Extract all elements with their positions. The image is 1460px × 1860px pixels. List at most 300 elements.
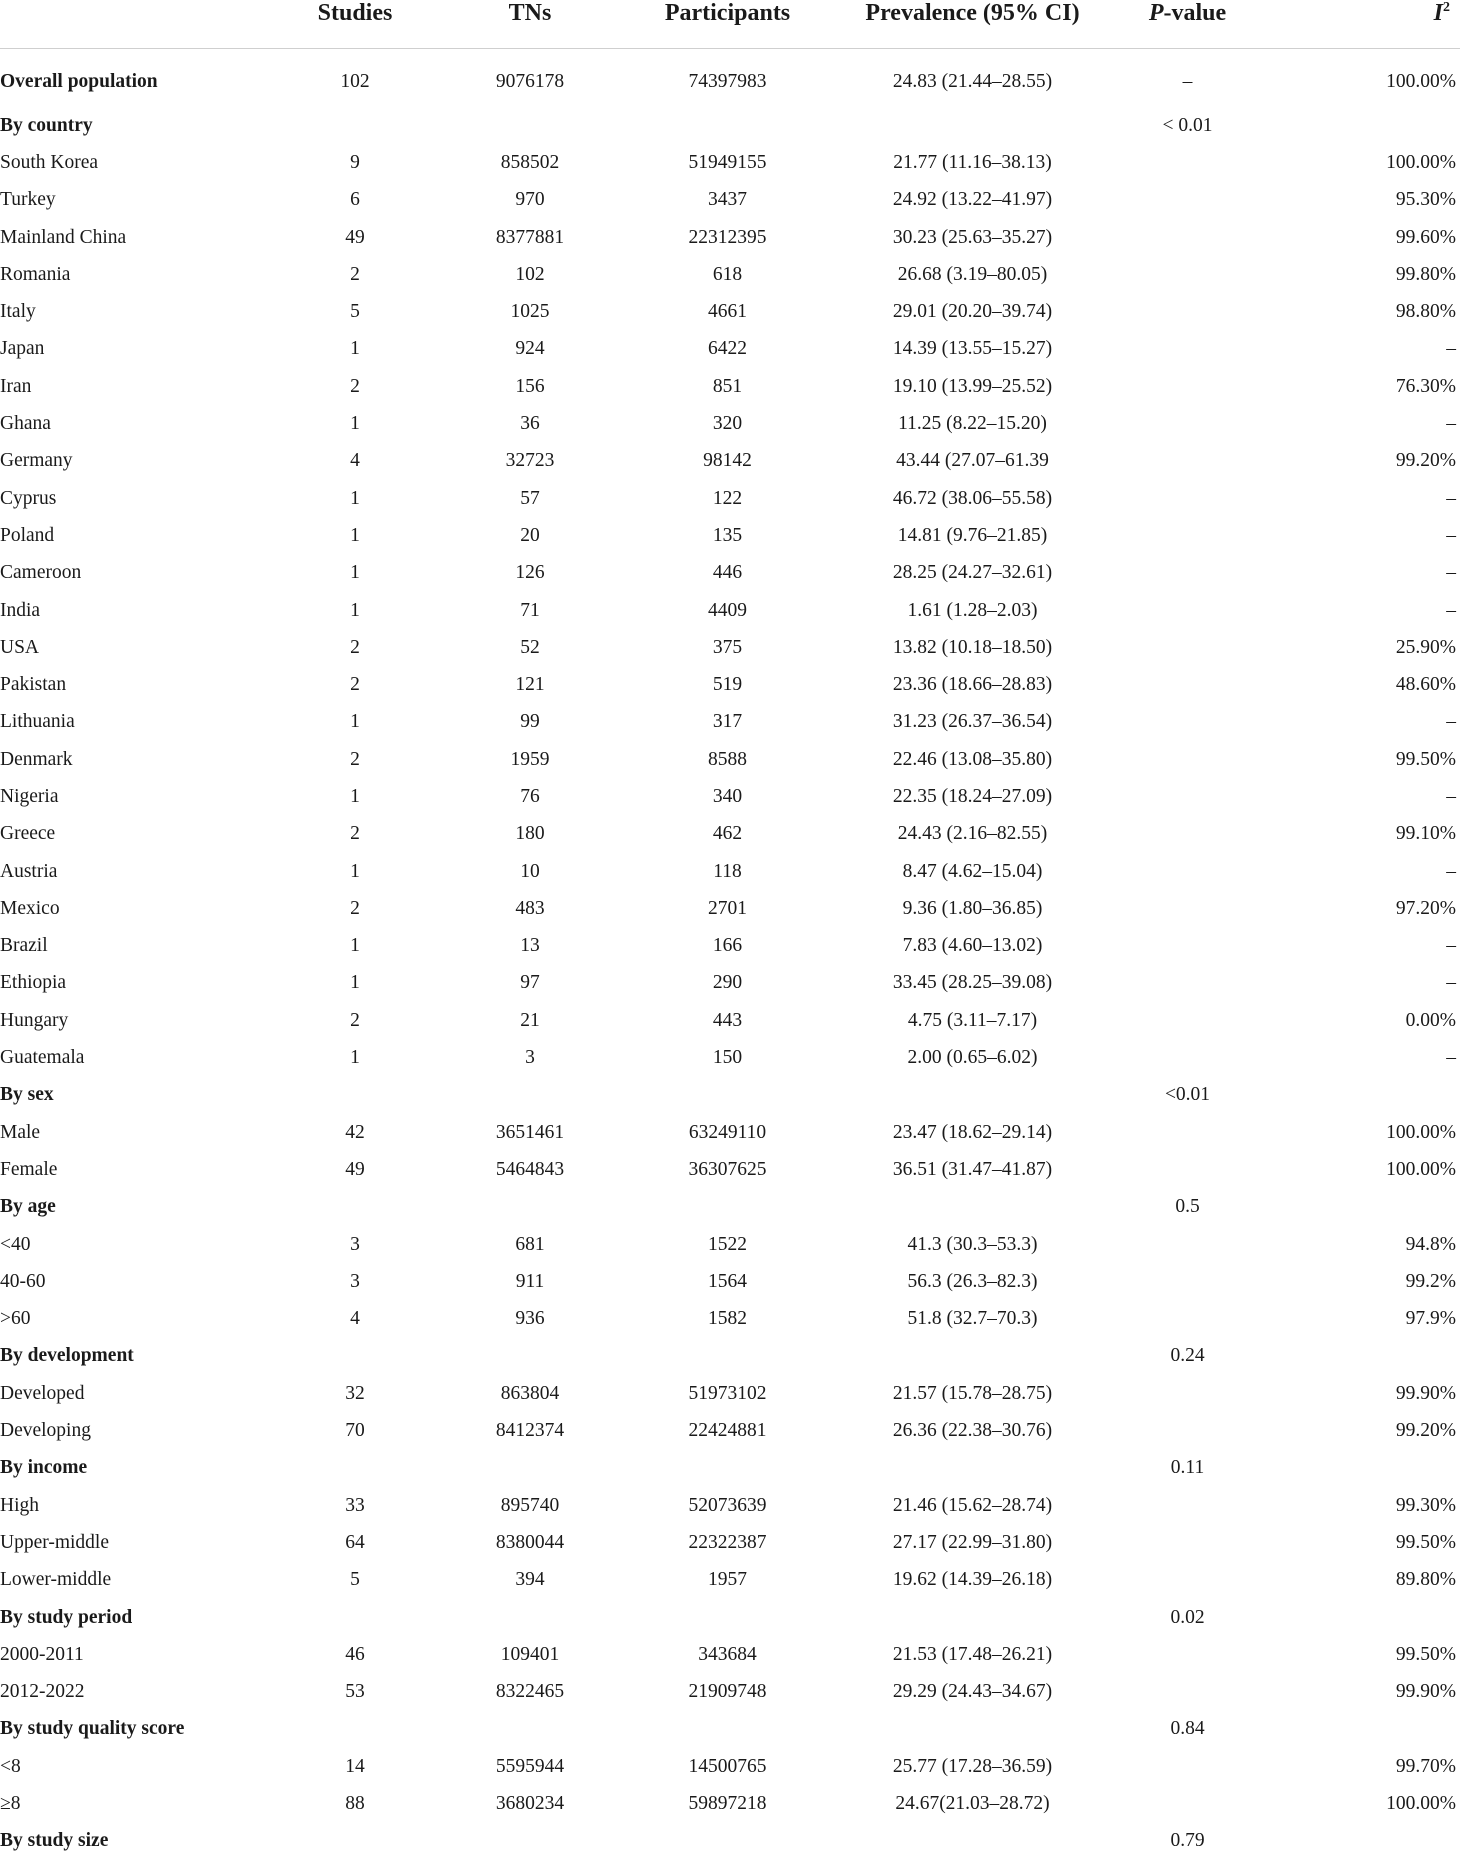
header-prevalence: Prevalence (95% CI) xyxy=(845,0,1100,49)
cell-prevalence: 1.61 (1.28–2.03) xyxy=(907,599,1038,621)
cell-prevalence: 23.36 (18.66–28.83) xyxy=(892,674,1053,696)
table-row xyxy=(0,256,1460,293)
table-row xyxy=(0,778,1460,815)
cell-label: Cameroon xyxy=(0,562,82,584)
cell-studies: 14 xyxy=(345,1755,365,1777)
cell-studies: 6 xyxy=(350,189,360,211)
cell-tns: 121 xyxy=(515,674,545,696)
cell-label: Pakistan xyxy=(0,674,67,696)
cell-studies xyxy=(260,1599,450,1636)
cell-tns xyxy=(450,1189,610,1226)
cell-tns: 483 xyxy=(515,897,545,919)
table-row xyxy=(0,1039,1460,1076)
cell-label: Developed xyxy=(0,1382,85,1404)
cell-participants: 851 xyxy=(712,375,743,397)
cell-studies: 2 xyxy=(350,263,360,285)
cell-tns: 57 xyxy=(520,487,540,509)
cell-participants: 462 xyxy=(712,823,743,845)
cell-tns: 52 xyxy=(520,636,540,658)
table-row xyxy=(0,368,1460,405)
cell-pvalue xyxy=(1100,666,1275,703)
table-row xyxy=(0,144,1460,181)
cell-prevalence xyxy=(845,1077,1100,1114)
cell-studies xyxy=(260,107,450,144)
cell-i2: 0.00% xyxy=(1405,1009,1456,1031)
cell-prevalence: 56.3 (26.3–82.3) xyxy=(907,1270,1038,1292)
cell-prevalence xyxy=(845,1450,1100,1487)
cell-i2: 99.90% xyxy=(1395,1681,1456,1703)
cell-prevalence: 51.8 (32.7–70.3) xyxy=(907,1308,1038,1330)
cell-pvalue: < 0.01 xyxy=(1162,114,1213,136)
cell-label: By study period xyxy=(0,1606,133,1628)
cell-pvalue xyxy=(1100,1412,1275,1449)
cell-i2 xyxy=(1275,1599,1460,1636)
table-body xyxy=(0,49,1460,1860)
table-row xyxy=(0,704,1460,741)
cell-i2: – xyxy=(1446,562,1456,584)
cell-participants: 74397983 xyxy=(688,71,767,92)
cell-pvalue xyxy=(1100,1114,1275,1151)
cell-pvalue xyxy=(1100,1301,1275,1338)
cell-studies: 1 xyxy=(350,413,360,435)
cell-prevalence: 19.62 (14.39–26.18) xyxy=(892,1569,1053,1591)
cell-i2 xyxy=(1275,1711,1460,1748)
cell-prevalence: 30.23 (25.63–35.27) xyxy=(892,226,1053,248)
cell-participants: 2701 xyxy=(708,897,747,919)
header-category xyxy=(0,0,260,49)
cell-prevalence xyxy=(845,1823,1100,1860)
cell-studies xyxy=(260,1077,450,1114)
cell-pvalue xyxy=(1100,928,1275,965)
cell-label: Developing xyxy=(0,1420,91,1442)
cell-pvalue xyxy=(1100,517,1275,554)
cell-tns: 970 xyxy=(515,189,545,211)
cell-participants: 122 xyxy=(712,487,743,509)
cell-tns: 911 xyxy=(515,1270,545,1292)
section-row xyxy=(0,1077,1460,1114)
table-row xyxy=(0,1524,1460,1561)
header-studies: Studies xyxy=(260,0,450,49)
table-row xyxy=(0,1226,1460,1263)
cell-prevalence: 22.46 (13.08–35.80) xyxy=(892,748,1053,770)
cell-i2 xyxy=(1275,1338,1460,1375)
cell-label: 40-60 xyxy=(0,1270,46,1292)
cell-label: Mexico xyxy=(0,897,60,919)
cell-studies: 64 xyxy=(345,1531,365,1553)
cell-participants: 8588 xyxy=(708,748,747,770)
cell-studies: 1 xyxy=(350,338,360,360)
cell-studies: 2 xyxy=(350,1009,360,1031)
cell-studies: 2 xyxy=(350,674,360,696)
cell-studies xyxy=(260,1338,450,1375)
cell-i2: 100.00% xyxy=(1386,71,1456,92)
cell-tns: 924 xyxy=(515,338,545,360)
cell-prevalence: 31.23 (26.37–36.54) xyxy=(892,711,1053,733)
cell-participants: 1564 xyxy=(708,1270,747,1292)
cell-tns: 36 xyxy=(520,413,540,435)
cell-participants: 4409 xyxy=(708,599,747,621)
header-i2 xyxy=(1275,0,1460,49)
cell-label: Romania xyxy=(0,263,71,285)
table-row xyxy=(0,890,1460,927)
cell-pvalue: 0.5 xyxy=(1175,1196,1200,1218)
cell-prevalence: 7.83 (4.60–13.02) xyxy=(902,935,1043,957)
cell-pvalue xyxy=(1100,331,1275,368)
cell-pvalue xyxy=(1100,592,1275,629)
cell-studies xyxy=(260,1189,450,1226)
cell-i2: 98.80% xyxy=(1395,301,1456,323)
cell-i2: 76.30% xyxy=(1395,375,1456,397)
cell-i2: – xyxy=(1446,338,1456,360)
cell-tns: 858502 xyxy=(500,151,560,173)
cell-tns: 3 xyxy=(525,1047,535,1069)
cell-prevalence: 24.92 (13.22–41.97) xyxy=(892,189,1053,211)
cell-label: Overall population xyxy=(0,71,158,92)
cell-prevalence: 22.35 (18.24–27.09) xyxy=(892,785,1053,807)
cell-i2 xyxy=(1275,1189,1460,1226)
cell-studies: 3 xyxy=(350,1270,360,1292)
cell-prevalence xyxy=(845,1338,1100,1375)
cell-label: By development xyxy=(0,1345,134,1367)
cell-participants xyxy=(610,1189,845,1226)
cell-pvalue xyxy=(1100,778,1275,815)
section-row xyxy=(0,1711,1460,1748)
cell-label: >60 xyxy=(0,1308,31,1330)
cell-i2: 100.00% xyxy=(1386,1793,1456,1814)
cell-i2: – xyxy=(1446,860,1456,882)
cell-prevalence: 14.81 (9.76–21.85) xyxy=(897,524,1048,546)
cell-tns: 102 xyxy=(515,263,545,285)
cell-prevalence: 9.36 (1.80–36.85) xyxy=(902,897,1043,919)
cell-studies: 2 xyxy=(350,636,360,658)
cell-pvalue xyxy=(1100,1039,1275,1076)
cell-studies: 3 xyxy=(350,1233,360,1255)
cell-label: 2000-2011 xyxy=(0,1643,84,1665)
table-row xyxy=(0,405,1460,442)
cell-participants: 135 xyxy=(712,524,743,546)
cell-participants: 446 xyxy=(712,562,743,584)
cell-participants: 290 xyxy=(712,972,743,994)
table-row xyxy=(0,1002,1460,1039)
cell-tns: 5595944 xyxy=(495,1755,565,1777)
cell-participants: 317 xyxy=(712,711,743,733)
cell-tns xyxy=(450,1450,610,1487)
cell-participants: 98142 xyxy=(703,450,752,472)
cell-pvalue xyxy=(1100,219,1275,256)
cell-i2: – xyxy=(1446,785,1456,807)
cell-studies xyxy=(260,1711,450,1748)
cell-i2: 94.8% xyxy=(1405,1233,1456,1255)
cell-pvalue xyxy=(1100,1263,1275,1300)
cell-label: High xyxy=(0,1494,39,1516)
cell-participants xyxy=(610,1823,845,1860)
cell-studies: 1 xyxy=(350,599,360,621)
cell-i2: 99.20% xyxy=(1395,450,1456,472)
header-tns: TNs xyxy=(450,0,610,49)
header-pvalue-rest: -value xyxy=(1163,0,1227,26)
cell-pvalue xyxy=(1100,965,1275,1002)
cell-pvalue: 0.11 xyxy=(1170,1457,1205,1479)
cell-prevalence xyxy=(845,107,1100,144)
cell-prevalence: 21.77 (11.16–38.13) xyxy=(893,151,1052,173)
cell-label: Ethiopia xyxy=(0,972,67,994)
cell-label: USA xyxy=(0,636,40,658)
section-row xyxy=(0,1189,1460,1226)
header-i2-sup: 2 xyxy=(1443,0,1450,15)
header-i2-base: I xyxy=(1433,0,1443,26)
cell-studies: 33 xyxy=(345,1494,365,1516)
cell-i2: 100.00% xyxy=(1386,1121,1456,1143)
cell-pvalue xyxy=(1100,405,1275,442)
cell-prevalence: 23.47 (18.62–29.14) xyxy=(892,1121,1053,1143)
cell-tns xyxy=(450,1077,610,1114)
cell-participants: 1582 xyxy=(708,1308,747,1330)
cell-studies: 4 xyxy=(350,1308,360,1330)
cell-label: Iran xyxy=(0,375,32,397)
cell-participants: 118 xyxy=(713,860,742,882)
cell-tns: 126 xyxy=(515,562,545,584)
table-row xyxy=(0,1487,1460,1524)
cell-label: Male xyxy=(0,1121,41,1143)
cell-studies: 49 xyxy=(345,226,365,248)
cell-prevalence: 4.75 (3.11–7.17) xyxy=(907,1009,1038,1031)
cell-i2: – xyxy=(1446,1047,1456,1069)
cell-i2: 100.00% xyxy=(1386,151,1456,173)
cell-label: Hungary xyxy=(0,1009,69,1031)
cell-label: Lower-middle xyxy=(0,1569,112,1591)
table-row xyxy=(0,928,1460,965)
table-row xyxy=(0,331,1460,368)
cell-label: By income xyxy=(0,1457,88,1479)
table-row xyxy=(0,1673,1460,1710)
cell-tns xyxy=(450,107,610,144)
cell-i2: 89.80% xyxy=(1395,1569,1456,1591)
cell-participants xyxy=(610,1077,845,1114)
cell-participants xyxy=(610,1599,845,1636)
cell-i2: 97.20% xyxy=(1395,897,1456,919)
cell-prevalence: 41.3 (30.3–53.3) xyxy=(907,1233,1038,1255)
cell-pvalue xyxy=(1100,1375,1275,1412)
table-row xyxy=(0,816,1460,853)
cell-participants: 22322387 xyxy=(688,1531,767,1553)
cell-label: By country xyxy=(0,114,93,136)
cell-pvalue xyxy=(1100,443,1275,480)
section-row xyxy=(0,1823,1460,1860)
table-row xyxy=(0,555,1460,592)
header-pvalue xyxy=(1100,0,1275,49)
cell-participants: 21909748 xyxy=(688,1681,767,1703)
cell-prevalence xyxy=(845,1189,1100,1226)
cell-studies: 4 xyxy=(350,450,360,472)
cell-prevalence xyxy=(845,1599,1100,1636)
cell-studies: 9 xyxy=(350,151,360,173)
cell-participants xyxy=(610,107,845,144)
cell-tns xyxy=(450,1599,610,1636)
table-row xyxy=(0,517,1460,554)
cell-studies: 2 xyxy=(350,375,360,397)
table-row xyxy=(0,480,1460,517)
cell-prevalence: 24.67(21.03–28.72) xyxy=(895,1793,1050,1814)
cell-pvalue xyxy=(1100,741,1275,778)
cell-label: Guatemala xyxy=(0,1047,85,1069)
cell-tns: 71 xyxy=(520,599,540,621)
cell-pvalue xyxy=(1100,853,1275,890)
cell-studies: 1 xyxy=(350,935,360,957)
cell-label: Nigeria xyxy=(0,785,59,807)
cell-studies: 49 xyxy=(345,1158,365,1180)
cell-pvalue xyxy=(1100,1487,1275,1524)
cell-tns: 3651461 xyxy=(495,1121,565,1143)
cell-participants: 618 xyxy=(712,263,743,285)
table-row xyxy=(0,853,1460,890)
cell-studies: 2 xyxy=(350,823,360,845)
cell-studies: 2 xyxy=(350,897,360,919)
cell-studies: 70 xyxy=(345,1420,365,1442)
table-row xyxy=(0,1636,1460,1673)
cell-pvalue: 0.79 xyxy=(1170,1830,1205,1852)
cell-tns: 1025 xyxy=(510,301,550,323)
cell-tns: 9076178 xyxy=(495,71,565,92)
cell-i2: 99.90% xyxy=(1395,1382,1456,1404)
section-row xyxy=(0,1450,1460,1487)
cell-label: Upper-middle xyxy=(0,1531,109,1553)
cell-label: Brazil xyxy=(0,935,48,957)
cell-studies xyxy=(260,1450,450,1487)
cell-pvalue xyxy=(1100,1226,1275,1263)
cell-pvalue xyxy=(1100,1524,1275,1561)
cell-pvalue xyxy=(1100,1562,1275,1599)
cell-pvalue: – xyxy=(1182,71,1193,92)
cell-prevalence: 29.29 (24.43–34.67) xyxy=(892,1681,1053,1703)
cell-label: Germany xyxy=(0,450,73,472)
cell-label: Poland xyxy=(0,524,55,546)
cell-i2: 99.80% xyxy=(1395,263,1456,285)
cell-label: <8 xyxy=(0,1755,21,1777)
table-row xyxy=(0,1263,1460,1300)
cell-participants: 63249110 xyxy=(688,1121,767,1143)
overall-row xyxy=(0,49,1460,108)
cell-i2 xyxy=(1275,107,1460,144)
table-row xyxy=(0,182,1460,219)
cell-studies: 5 xyxy=(350,1569,360,1591)
cell-tns: 10 xyxy=(520,860,540,882)
cell-i2: 99.20% xyxy=(1395,1420,1456,1442)
cell-label: Mainland China xyxy=(0,226,127,248)
cell-label: Female xyxy=(0,1158,58,1180)
cell-prevalence: 25.77 (17.28–36.59) xyxy=(892,1755,1053,1777)
section-row xyxy=(0,1599,1460,1636)
cell-i2 xyxy=(1275,1823,1460,1860)
cell-tns: 1959 xyxy=(510,748,550,770)
cell-pvalue xyxy=(1100,182,1275,219)
cell-label: Cyprus xyxy=(0,487,57,509)
cell-prevalence: 46.72 (38.06–55.58) xyxy=(892,487,1053,509)
cell-studies: 32 xyxy=(345,1382,365,1404)
section-row xyxy=(0,1338,1460,1375)
cell-label: Ghana xyxy=(0,413,51,435)
cell-i2: – xyxy=(1446,935,1456,957)
cell-pvalue xyxy=(1100,256,1275,293)
cell-tns: 32723 xyxy=(505,450,555,472)
header-pvalue-p: P xyxy=(1148,0,1164,26)
cell-prevalence: 33.45 (28.25–39.08) xyxy=(892,972,1053,994)
cell-label: Denmark xyxy=(0,748,73,770)
cell-participants: 166 xyxy=(712,935,743,957)
cell-pvalue xyxy=(1100,480,1275,517)
cell-tns xyxy=(450,1823,610,1860)
cell-pvalue xyxy=(1100,144,1275,181)
table-row xyxy=(0,1151,1460,1188)
cell-participants: 14500765 xyxy=(688,1755,767,1777)
cell-studies: 1 xyxy=(350,972,360,994)
cell-label: Turkey xyxy=(0,189,56,211)
cell-pvalue xyxy=(1100,629,1275,666)
cell-tns: 394 xyxy=(515,1569,545,1591)
cell-i2 xyxy=(1275,1077,1460,1114)
cell-prevalence: 24.43 (2.16–82.55) xyxy=(897,823,1048,845)
cell-participants: 1522 xyxy=(708,1233,747,1255)
cell-prevalence: 21.57 (15.78–28.75) xyxy=(892,1382,1053,1404)
section-row xyxy=(0,107,1460,144)
cell-prevalence: 28.25 (24.27–32.61) xyxy=(892,562,1053,584)
cell-label: By sex xyxy=(0,1084,54,1106)
cell-prevalence: 11.25 (8.22–15.20) xyxy=(898,413,1047,435)
cell-studies xyxy=(260,1823,450,1860)
cell-participants: 343684 xyxy=(698,1643,757,1665)
cell-i2: – xyxy=(1446,413,1456,435)
table-row xyxy=(0,1748,1460,1785)
cell-i2: 97.9% xyxy=(1405,1308,1456,1330)
table-row xyxy=(0,293,1460,330)
cell-tns: 8322465 xyxy=(495,1681,565,1703)
cell-label: <40 xyxy=(0,1233,31,1255)
cell-participants: 51949155 xyxy=(688,151,767,173)
cell-tns: 8377881 xyxy=(495,226,565,248)
cell-label: Greece xyxy=(0,823,56,845)
cell-participants: 22312395 xyxy=(688,226,767,248)
cell-participants: 4661 xyxy=(708,301,747,323)
cell-label: By age xyxy=(0,1196,56,1218)
cell-i2: – xyxy=(1446,487,1456,509)
cell-participants xyxy=(610,1711,845,1748)
cell-studies: 88 xyxy=(345,1793,365,1814)
cell-studies: 1 xyxy=(350,1047,360,1069)
cell-participants xyxy=(610,1338,845,1375)
cell-tns: 895740 xyxy=(500,1494,560,1516)
table-row xyxy=(0,1562,1460,1599)
table-header xyxy=(0,0,1460,49)
cell-label: By study size xyxy=(0,1830,109,1852)
cell-label: Austria xyxy=(0,860,58,882)
cell-prevalence: 21.46 (15.62–28.74) xyxy=(892,1494,1053,1516)
cell-prevalence: 14.39 (13.55–15.27) xyxy=(892,338,1053,360)
header-participants: Participants xyxy=(610,0,845,49)
cell-participants xyxy=(610,1450,845,1487)
cell-participants: 519 xyxy=(712,674,743,696)
cell-pvalue xyxy=(1100,368,1275,405)
cell-participants: 150 xyxy=(712,1047,743,1069)
cell-tns: 76 xyxy=(520,785,540,807)
cell-prevalence: 29.01 (20.20–39.74) xyxy=(892,301,1053,323)
cell-prevalence: 27.17 (22.99–31.80) xyxy=(892,1531,1053,1553)
cell-prevalence: 21.53 (17.48–26.21) xyxy=(892,1643,1053,1665)
cell-studies: 1 xyxy=(350,785,360,807)
cell-tns: 99 xyxy=(520,711,540,733)
cell-participants: 52073639 xyxy=(688,1494,767,1516)
cell-tns: 156 xyxy=(515,375,545,397)
cell-prevalence: 36.51 (31.47–41.87) xyxy=(892,1158,1053,1180)
cell-tns: 13 xyxy=(520,935,540,957)
